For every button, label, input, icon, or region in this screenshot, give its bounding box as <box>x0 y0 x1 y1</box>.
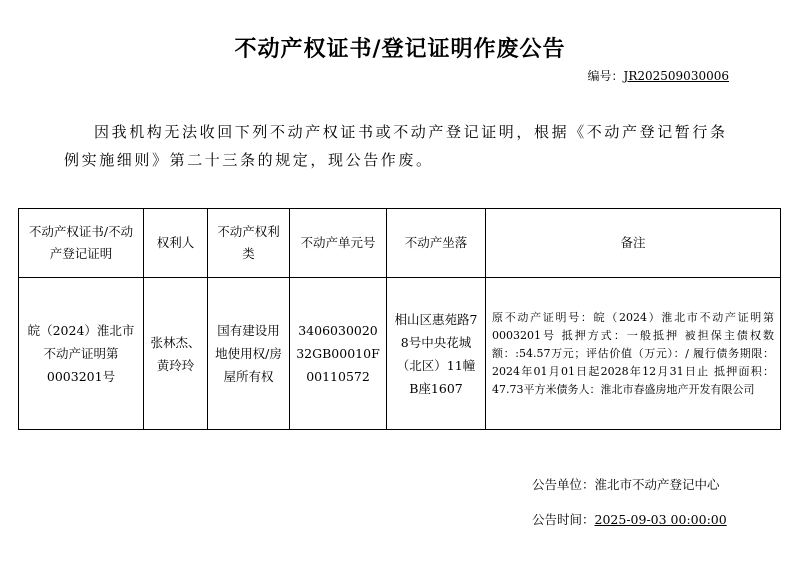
announcement-time <box>532 510 727 528</box>
table-header-row <box>19 209 781 278</box>
voided-certificate-table <box>18 208 781 430</box>
issuing-unit-value: 淮北市不动产登记中心 <box>594 477 720 492</box>
page-title: 不动产权证书/登记证明作废公告 <box>234 37 566 62</box>
serial-number <box>588 67 729 84</box>
table-row <box>19 278 781 430</box>
serial-label: 编号： <box>587 69 624 83</box>
cell-unit-number: 340603002032GB00010F00110572 <box>290 278 387 430</box>
header-holder: 权利人 <box>144 209 208 278</box>
cell-holder: 张林杰、黄玲玲 <box>144 278 208 430</box>
cell-right-type: 国有建设用地使用权/房屋所有权 <box>208 278 290 430</box>
header-unit-number: 不动产单元号 <box>290 209 387 278</box>
issuing-unit-label: 公告单位： <box>532 477 595 492</box>
announcement-time-label: 公告时间： <box>532 512 595 527</box>
header-remark: 备注 <box>486 209 781 278</box>
announcement-body: 因我机构无法收回下列不动产权证书或不动产登记证明，根据《不动产登记暂行条例实施细则》第二十三条的规定，现公告作废。 <box>64 123 728 169</box>
cell-location: 相山区惠苑路78号中央花城（北区）11幢B座1607 <box>387 278 486 430</box>
header-certificate: 不动产权证书/不动产登记证明 <box>19 209 144 278</box>
cell-remark: 原不动产证明号：皖（2024）淮北市不动产证明第0003201号 抵押方式：一般抵押 被担保主债权数额：:54.57万元；评估价值（万元）：/ 履行债务期限：2024年01月01日起2028年12月31日止 抵押面积：47.73平方米债务人：淮北市春盛房地产开发有限公司 <box>486 278 781 430</box>
cell-certificate: 皖（2024）淮北市不动产证明第0003201号 <box>19 278 144 430</box>
header-location: 不动产坐落 <box>387 209 486 278</box>
header-right-type: 不动产权利类 <box>208 209 290 278</box>
issuing-unit <box>532 475 720 493</box>
announcement-time-value: 2025-09-03 00:00:00 <box>594 512 727 527</box>
serial-value: JR202509030006 <box>623 69 729 83</box>
